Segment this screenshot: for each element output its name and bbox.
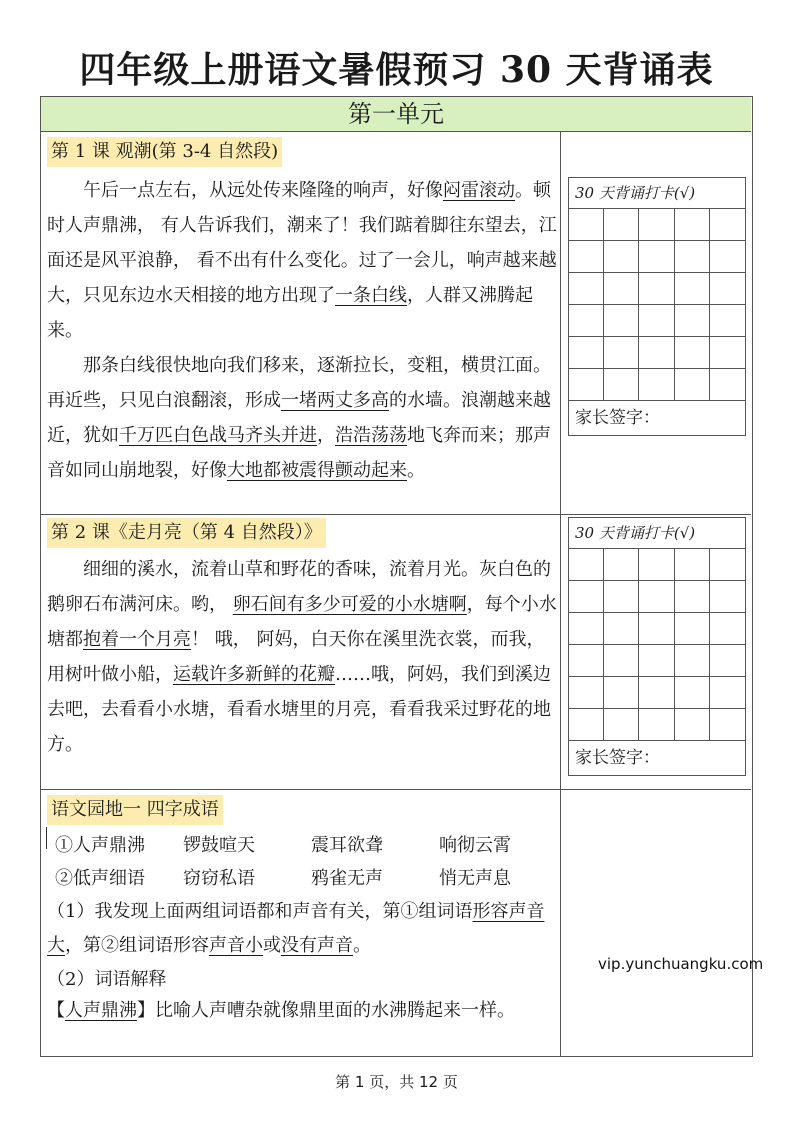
checkin-box-lesson1 [568, 177, 746, 436]
lesson2-heading: 第 2 课《走月亮（第 4 自然段）》 [47, 518, 326, 548]
checkin-title: 30 天背诵打卡(√) [569, 178, 745, 209]
recitation-table [40, 96, 753, 1057]
checkin-title: 30 天背诵打卡(√) [569, 518, 745, 549]
page-title: 四年级上册语文暑假预习 30 天背诵表 [79, 49, 714, 91]
idiom: 鸦雀无声 [311, 868, 383, 889]
idiom: 震耳欲聋 [311, 835, 383, 856]
checkin-grid[interactable] [569, 209, 745, 401]
checkin-box-lesson2 [568, 517, 746, 776]
parent-signature[interactable]: 家长签字： [575, 748, 660, 768]
page-footer: 第 1 页，共 12 页 [335, 1073, 458, 1091]
idiom: ①人声鼎沸 [55, 835, 145, 856]
text-cursor [46, 827, 47, 849]
idiom: 锣鼓喧天 [183, 835, 255, 856]
garden-heading: 语文园地一 四字成语 [47, 795, 223, 825]
idiom: ②低声细语 [55, 868, 145, 889]
idiom: 响彻云霄 [439, 835, 511, 856]
lesson1-heading: 第 1 课 观潮(第 3-4 自然段) [47, 137, 282, 167]
garden-note-3: 【人声鼎沸】比喻人声嘈杂就像鼎里面的水沸腾起来一样。 [47, 1000, 515, 1021]
row-divider-1 [41, 514, 751, 515]
lesson2-paragraph: 细细的溪水，流着山草和野花的香味，流着月光。灰白色的鹅卵石布满河床。哟， 卵石间有多少可爱的小水塘啊，每个小水塘都抱着一个月亮！ 哦， 阿妈，白天你在溪里洗衣裳，而我，用树叶做小船，运载许多新鲜的花瓣……哦，阿妈，我们到溪边去吧，去看看小水塘，看看水塘里的月亮，看看我采过野花的地方。 [47, 559, 557, 755]
watermark-text: vip.yunchuangku.com [598, 955, 764, 973]
column-divider [560, 131, 561, 1056]
row-divider-2 [41, 789, 751, 790]
idiom: 窃窃私语 [183, 868, 255, 889]
parent-signature[interactable]: 家长签字： [575, 408, 660, 428]
lesson1-paragraph-1: 午后一点左右，从远处传来隆隆的响声，好像闷雷滚动。顿时人声鼎沸， 有人告诉我们，潮来了！我们踮着脚往东望去，江面还是风平浪静， 看不出有什么变化。过了一会儿，响声越来越大，只见东边水天相接的地方出现了一条白线，人群又沸腾起来。 [47, 180, 557, 341]
garden-note-2: （2）词语解释 [47, 969, 167, 990]
checkin-grid[interactable] [569, 549, 745, 741]
unit-title: 第一单元 [41, 97, 751, 132]
lesson1-paragraph-2: 那条白线很快地向我们移来，逐渐拉长，变粗，横贯江面。再近些，只见白浪翻滚，形成一堵两丈多高的水墙。浪潮越来越近，犹如千万匹白色战马齐头并进，浩浩荡荡地飞奔而来；那声音如同山崩地裂，好像大地都被震得颤动起来。 [47, 355, 551, 481]
idiom: 悄无声息 [439, 868, 511, 889]
idiom-row-2 [55, 863, 511, 895]
idiom-row-1 [55, 830, 511, 862]
garden-note-1: （1）我发现上面两组词语都和声音有关，第①组词语形容声音大，第②组词语形容声音小或没有声音。 [47, 901, 545, 956]
